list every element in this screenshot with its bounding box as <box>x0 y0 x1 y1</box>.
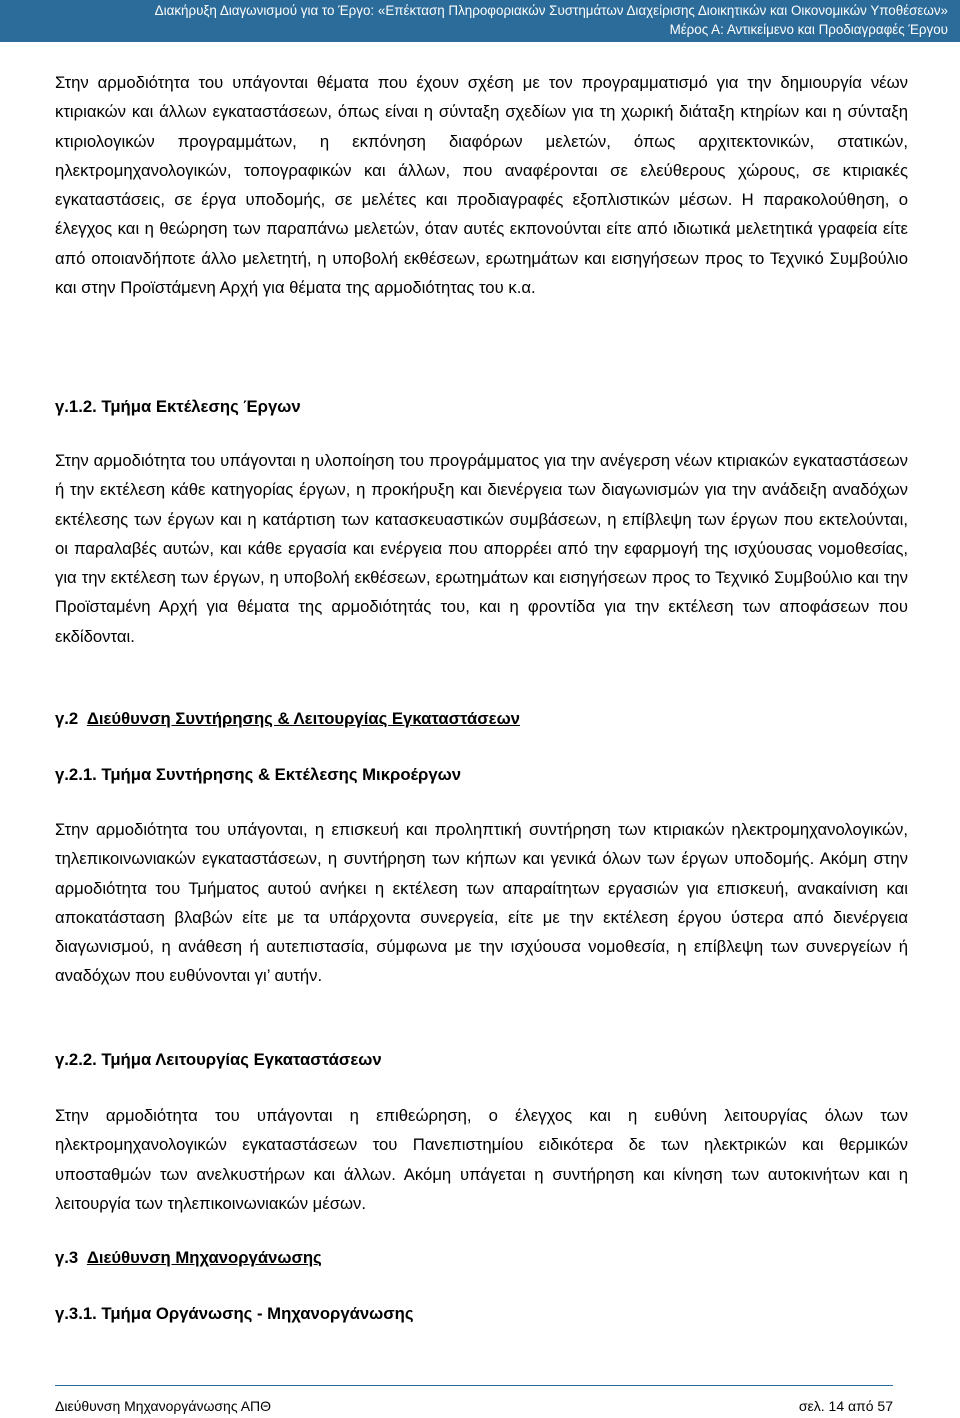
heading-g-1-2: γ.1.2. Τμήμα Εκτέλεσης Έργων <box>55 397 301 416</box>
heading-g-3 <box>55 1247 322 1269</box>
heading-g-3-number: γ.3 <box>55 1248 79 1267</box>
paragraph-works-execution: Στην αρμοδιότητα του υπάγονται η υλοποίηση του προγράμματος για την ανέγερση νέων κτιριακών εγκαταστάσεων ή την εκτέλεση κάθε κατηγορίας έργων, η προκήρυξη και διενέργεια των διαγωνισμών για την ανάδειξη αναδόχων εκτέλεσης των έργων και η κατάρτιση των κατασκευαστικών συμβάσεων, η επίβλεψη των έργων που εκτελούνται, οι παραλαβές αυτών, και κάθε εργασία και ενέργεια που απορρέει από την εφαρμογή της ισχύουσας νομοθεσίας, για την εκτέλεση των έργων, η υποβολή εκθέσεων, ερωτημάτων και εισηγήσεων προς το Τεχνικό Συμβούλιο και την Προϊσταμένη Αρχή για θέματα της αρμοδιότητάς του, και η φροντίδα για την εκτέλεση των αποφάσεων που εκδίδονται. <box>55 451 908 646</box>
heading-g-2-title: Διεύθυνση Συντήρησης & Λειτουργίας Εγκαταστάσεων <box>86 709 520 728</box>
heading-g-2-1: γ.2.1. Τμήμα Συντήρησης & Εκτέλεσης Μικροέργων <box>55 765 462 784</box>
heading-g-3-1: γ.3.1. Τμήμα Οργάνωσης - Μηχανοργάνωσης <box>55 1304 414 1323</box>
heading-g-2-number: γ.2 <box>55 709 79 728</box>
paragraph-operations-dept: Στην αρμοδιότητα του υπάγονται η επιθεώρηση, ο έλεγχος και η ευθύνη λειτουργίας όλων των ηλεκτρομηχανολογικών εγκαταστάσεων του Πανεπιστημίου ειδικότερα δε των ηλεκτρικών και θερμικών υποσταθμών των ανελκυστήρων και άλλων. Ακόμη υπάγεται η συντήρηση και κίνηση των αυτοκινήτων και η λειτουργία των τηλεπικοινωνιακών μέσων. <box>55 1106 908 1213</box>
header-title: Διακήρυξη Διαγωνισμού για το Έργο: «Επέκταση Πληροφοριακών Συστημάτων Διαχείρισης Διοικητικών και Οικονομικών Υποθέσεων» <box>154 3 948 18</box>
document-header <box>0 0 960 42</box>
heading-g-2-2: γ.2.2. Τμήμα Λειτουργίας Εγκαταστάσεων <box>55 1050 382 1069</box>
heading-g-3-title: Διεύθυνση Μηχανοργάνωσης <box>86 1248 322 1267</box>
paragraph-maintenance-dept: Στην αρμοδιότητα του υπάγονται, η επισκευή και προληπτική συντήρηση των κτιριακών ηλεκτρομηχανολογικών, τηλεπικοινωνιακών εγκαταστάσεων, η συντήρηση των κήπων και γενικά όλων των έργων υποδομής. Ακόμη στην αρμοδιότητα του Τμήματος αυτού ανήκει η εκτέλεση των απαραίτητων εργασιών για επισκευή, ανακαίνιση και αποκατάσταση βλαβών είτε με τα υπάρχοντα συνεργεία, είτε με την εκτέλεση έργου ύστερα από διενέργεια διαγωνισμού, η ανάθεση ή αυτεπιστασία, σύμφωνα με την ισχύουσα νομοθεσία, η επίβλεψη των συνεργείων ή αναδόχων που ευθύνονται γι’ αυτήν. <box>55 820 908 986</box>
footer-divider <box>55 1385 893 1386</box>
footer-department: Διεύθυνση Μηχανοργάνωσης ΑΠΘ <box>55 1398 272 1414</box>
paragraph-planning-dept: Στην αρμοδιότητα του υπάγονται θέματα που έχουν σχέση με τον προγραμματισμό για την δημιουργία νέων κτιριακών και άλλων εγκαταστάσεων, όπως είναι η σύνταξη σχεδίων για τη χωρική διάταξη κτηρίων και η σύνταξη κτιριολογικών προγραμμάτων, η εκπόνηση διαφόρων μελετών, όπως αρχιτεκτονικών, στατικών, ηλεκτρομηχανολογικών, τοπογραφικών και άλλων, που αναφέρονται σε ελεύθερους χώρους, σε κτιριακές εγκαταστάσεις, σε έργα υποδομής, σε μελέτες και προδιαγραφές εξοπλιστικών μέσων. Η παρακολούθηση, ο έλεγχος και η θεώρηση των παραπάνω μελετών, όταν αυτές εκπονούνται είτε από ιδιωτικά μελετητικά γραφεία είτε από οποιανδήποτε άλλο μελετητή, η υποβολή εκθέσεων, ερωτημάτων και εισηγήσεων προς το Τεχνικό Συμβούλιο και στην Προϊστάμενη Αρχή για θέματα της αρμοδιότητας του κ.α. <box>55 73 908 297</box>
heading-g-2 <box>55 708 520 730</box>
header-subtitle: Μέρος Α: Αντικείμενο και Προδιαγραφές Έργου <box>669 22 948 37</box>
page-number: σελ. 14 από 57 <box>798 1398 893 1414</box>
